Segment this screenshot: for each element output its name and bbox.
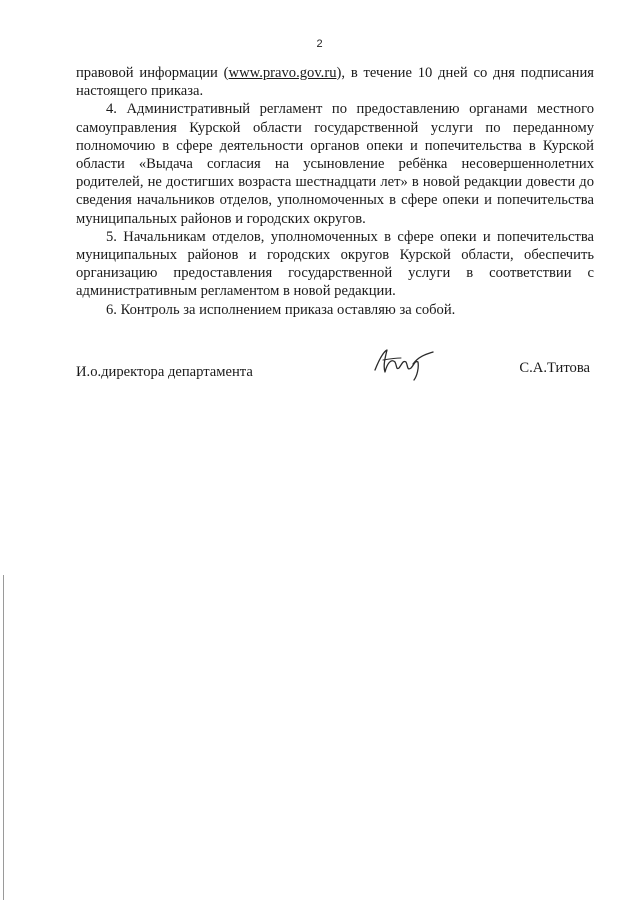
- signatory-name: С.А.Титова: [519, 360, 590, 376]
- paragraph-continuation-tail: ), в течение 10 дней со дня подписания настоящего приказа.: [76, 65, 594, 100]
- signature-block: [76, 360, 594, 390]
- page-number: 2: [316, 38, 323, 50]
- paragraph-6: 6. Контроль за исполнением приказа оставляю за собой.: [106, 301, 456, 318]
- signatory-role: И.о.директора департамента: [76, 364, 253, 380]
- paragraph-continuation-text: правовой информации (: [76, 65, 229, 81]
- paragraph-5: 5. Начальникам отделов, уполномоченных в сфере опеки и попечительства муниципальных районов и городских округов Курской области, обеспечить организацию предоставления государственной услуги в соответствии с административным регламентом в новой редакции.: [76, 228, 594, 300]
- paragraph-4: 4. Административный регламент по предоставлению органами местного самоуправления Курской области государственной услуги по переданному полномочию в сфере деятельности органов опеки и попечительства в Курской области «Выдача согласия на усыновление ребёнка несовершеннолетних родителей, не достигших возраста шестнадцати лет» в новой редакции довести до сведения начальников отделов, уполномоченных в сфере опеки и попечительства муниципальных районов и городских округов.: [76, 101, 594, 227]
- paragraph-continuation: [76, 64, 594, 100]
- document-body: [76, 64, 594, 319]
- handwritten-signature: [369, 346, 439, 382]
- scan-edge-line: [3, 575, 4, 900]
- pravo-link[interactable]: www.pravo.gov.ru: [228, 65, 337, 81]
